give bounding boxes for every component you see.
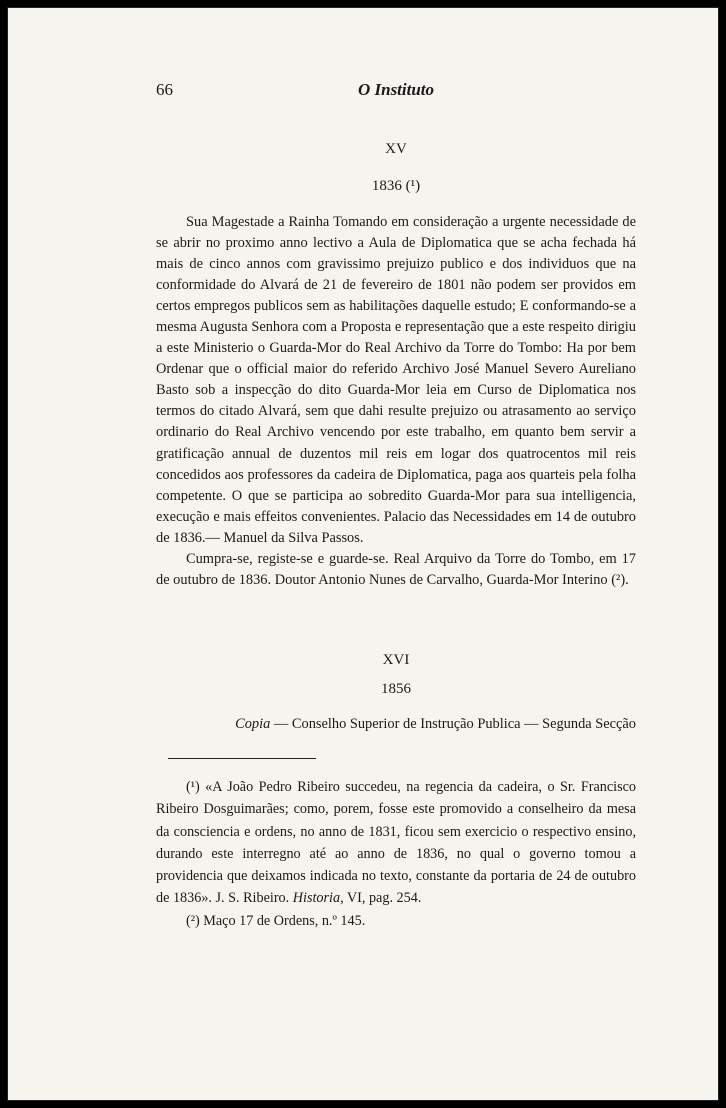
footnote-divider [168,758,316,759]
section-numeral-xvi: XVI [382,652,410,668]
section-numeral-xv: XV [385,141,407,157]
copy-heading-italic: Copia [235,716,271,732]
copy-heading-text: — Conselho Superior de Instrução Publica — Segunda Secção [270,716,636,732]
footnote-1-tail: , VI, pag. 254. [340,890,422,907]
page-frame [7,7,719,1101]
footnote-1-text: (¹) «A João Pedro Ribeiro succedeu, na regencia da cadeira, o Sr. Francisco Ribeiro Dosguimarães; como, porem, fosse este promovido a conselheiro da mesa da consciencia e ordens, no anno de 1831, ficou sem exercicio o respectivo ensino, durando este interregno até ao anno de 1836, no qual o governo tomou a providencia que deixamos indicada no texto, constante da portaria de 24 de outubro de 1836». J. S. Ribeiro. [156,779,636,907]
registration-paragraph: Cumpra-se, registe-se e guarde-se. Real Arquivo da Torre do Tombo, em 17 de outubro de 1836. Doutor Antonio Nunes de Carvalho, Guarda-Mor Interino (²). [156,550,636,588]
page-number: 66 [156,80,173,99]
section-year-1836: 1836 (¹) [371,178,421,194]
footnote-1-italic: Historia [292,890,341,907]
footnote-1 [156,776,636,910]
footnote-2: (²) Maço 17 de Ordens, n.º 145. [186,912,366,929]
decree-paragraph: Sua Magestade a Rainha Tomando em consideração a urgente necessidade de se abrir no proximo anno lectivo a Aula de Diplomatica que se acha fechada há mais de cinco annos com gravissimo prejuizo publico e dos individuos que na conformidade do Alvará de 21 de fevereiro de 1801 não podem ser providos em certos empregos publicos sem as habilitações daquelle estudo; E conformando-se a mesma Augusta Senhora com a Proposta e representação que a este respeito dirigiu a este Ministerio o Guarda-Mor do Real Archivo da Torre do Tombo: Ha por bem Ordenar que o official maior do referido Archivo José Manuel Severo Aureliano Basto sob a inspecção do dito Guarda-Mor leia em Curso de Diplomatica nos termos do citado Alvará, sem que dahi resulte prejuizo ou atrasamento ao serviço ordinario do Real Archivo vencendo por este trabalho, em quanto bem servir a gratificação annual de duzentos mil reis em logar dos quatrocentos mil reis concedidos aos professores da cadeira de Diplomatica, paga aos quarteis pela folha competente. O que se participa ao sobredito Guarda-Mor para sua intelligencia, execução e mais effeitos convenientes. Palacio das Necessidades em 14 de outubro de 1836.— Manuel da Silva Passos. [156,214,636,546]
page-header [156,80,636,104]
section-year-1856: 1856 [381,681,411,697]
footnotes [156,776,636,932]
section-xv-body [156,212,636,591]
copy-heading [156,716,636,733]
running-title: O Instituto [357,80,435,99]
